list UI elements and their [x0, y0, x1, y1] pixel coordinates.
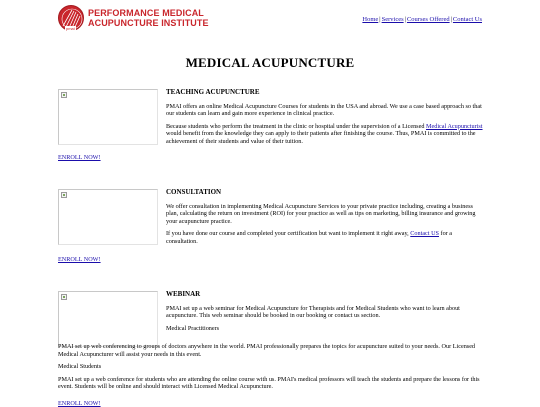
nav-separator: |	[450, 16, 452, 23]
section-paragraph	[166, 123, 484, 146]
nav-separator: |	[404, 16, 406, 23]
contact-us-link[interactable]: Contact US	[410, 230, 439, 238]
paragraph-text: If you have done our course and completed your certification but want to implement it right away,	[166, 230, 411, 238]
nav-contact-link[interactable]: Contact Us	[452, 16, 482, 23]
section-paragraph: Medical Students	[58, 363, 102, 371]
section-paragraph: PMAI set up web conferencing to groups of doctors anywhere in the world. PMAI professionally prepares the topics for acupuncture suited to your needs. Our Licensed Medical Acupuncturer will assist your needs in this event.	[58, 343, 476, 358]
webinar-image	[58, 291, 158, 347]
section-paragraph: PMAI set up a web seminar for Medical Acupuncture for Therapists and for Medical Students who want to learn about acupuncture. This web seminar should be booked in our booking or contact us section.	[166, 304, 460, 320]
section-title: WEBINAR	[166, 290, 201, 298]
webinar-details	[58, 343, 484, 396]
paragraph-text: Because students who perform the treatment in the clinic or hospital under the supervision of a Licensed	[166, 122, 426, 130]
paragraph-text: would benefit from the knowledge they can apply to their patients after finishing the course. Thus, PMAI is committed to the achievement of their students and value of their tuition.	[166, 130, 476, 145]
section-paragraph: We offer consultation in implementing Medical Acupuncture Services to your private practice including, creating a business plan, calculating the return on investment (ROI) for your practice as well as tips on marketing, billing insurance and growing your acupuncture practice.	[166, 202, 476, 225]
section-title: TEACHING ACUPUNCTURE	[166, 88, 260, 96]
logo-wordmark	[88, 8, 209, 28]
enroll-now-link[interactable]: ENROLL NOW!	[58, 400, 101, 407]
logo-line-2: ACUPUNCTURE INSTITUTE	[88, 18, 209, 28]
section-paragraph	[166, 230, 484, 245]
broken-image-icon	[61, 192, 67, 198]
teaching-body	[166, 89, 484, 151]
logo-line-1: PERFORMANCE MEDICAL	[88, 8, 204, 18]
site-logo[interactable]	[58, 4, 208, 36]
medical-acupuncturist-link[interactable]: Medical Acupuncturist	[425, 122, 483, 130]
nav-separator: |	[379, 16, 381, 23]
section-paragraph: PMAI offers an online Medical Acupuncture Courses for students in the USA and abroad. We use a case based approach so that our students can learn and gain more experience in clinical practice.	[166, 102, 482, 118]
consultation-body	[166, 189, 484, 251]
page-title: MEDICAL ACUPUNCTURE	[185, 55, 355, 70]
section-paragraph: Medical Practitioners	[166, 324, 220, 332]
nav-services-link[interactable]: Services	[381, 16, 404, 23]
paragraph-text: for a consultation.	[166, 230, 453, 245]
section-paragraph: PMAI set up a web conference for students who are attending the online course with us. PMAI's medical professors will teach the students and prepare the lessons for this event. Students will be online and should interact with Licensed Medical Acupuncture.	[58, 375, 480, 391]
teaching-image	[58, 89, 158, 145]
logo-abbrev: pmai	[66, 26, 75, 31]
webinar-body	[166, 291, 484, 337]
section-title: CONSULTATION	[166, 188, 222, 196]
broken-image-icon	[61, 294, 67, 300]
enroll-now-link[interactable]: ENROLL NOW!	[58, 256, 101, 263]
nav-courses-link[interactable]: Courses Offered	[406, 16, 450, 23]
enroll-now-link[interactable]: ENROLL NOW!	[58, 154, 101, 161]
nav-home-link[interactable]: Home	[362, 16, 379, 23]
consultation-image	[58, 189, 158, 245]
top-nav	[362, 16, 482, 23]
site-header	[58, 4, 484, 36]
broken-image-icon	[61, 92, 67, 98]
